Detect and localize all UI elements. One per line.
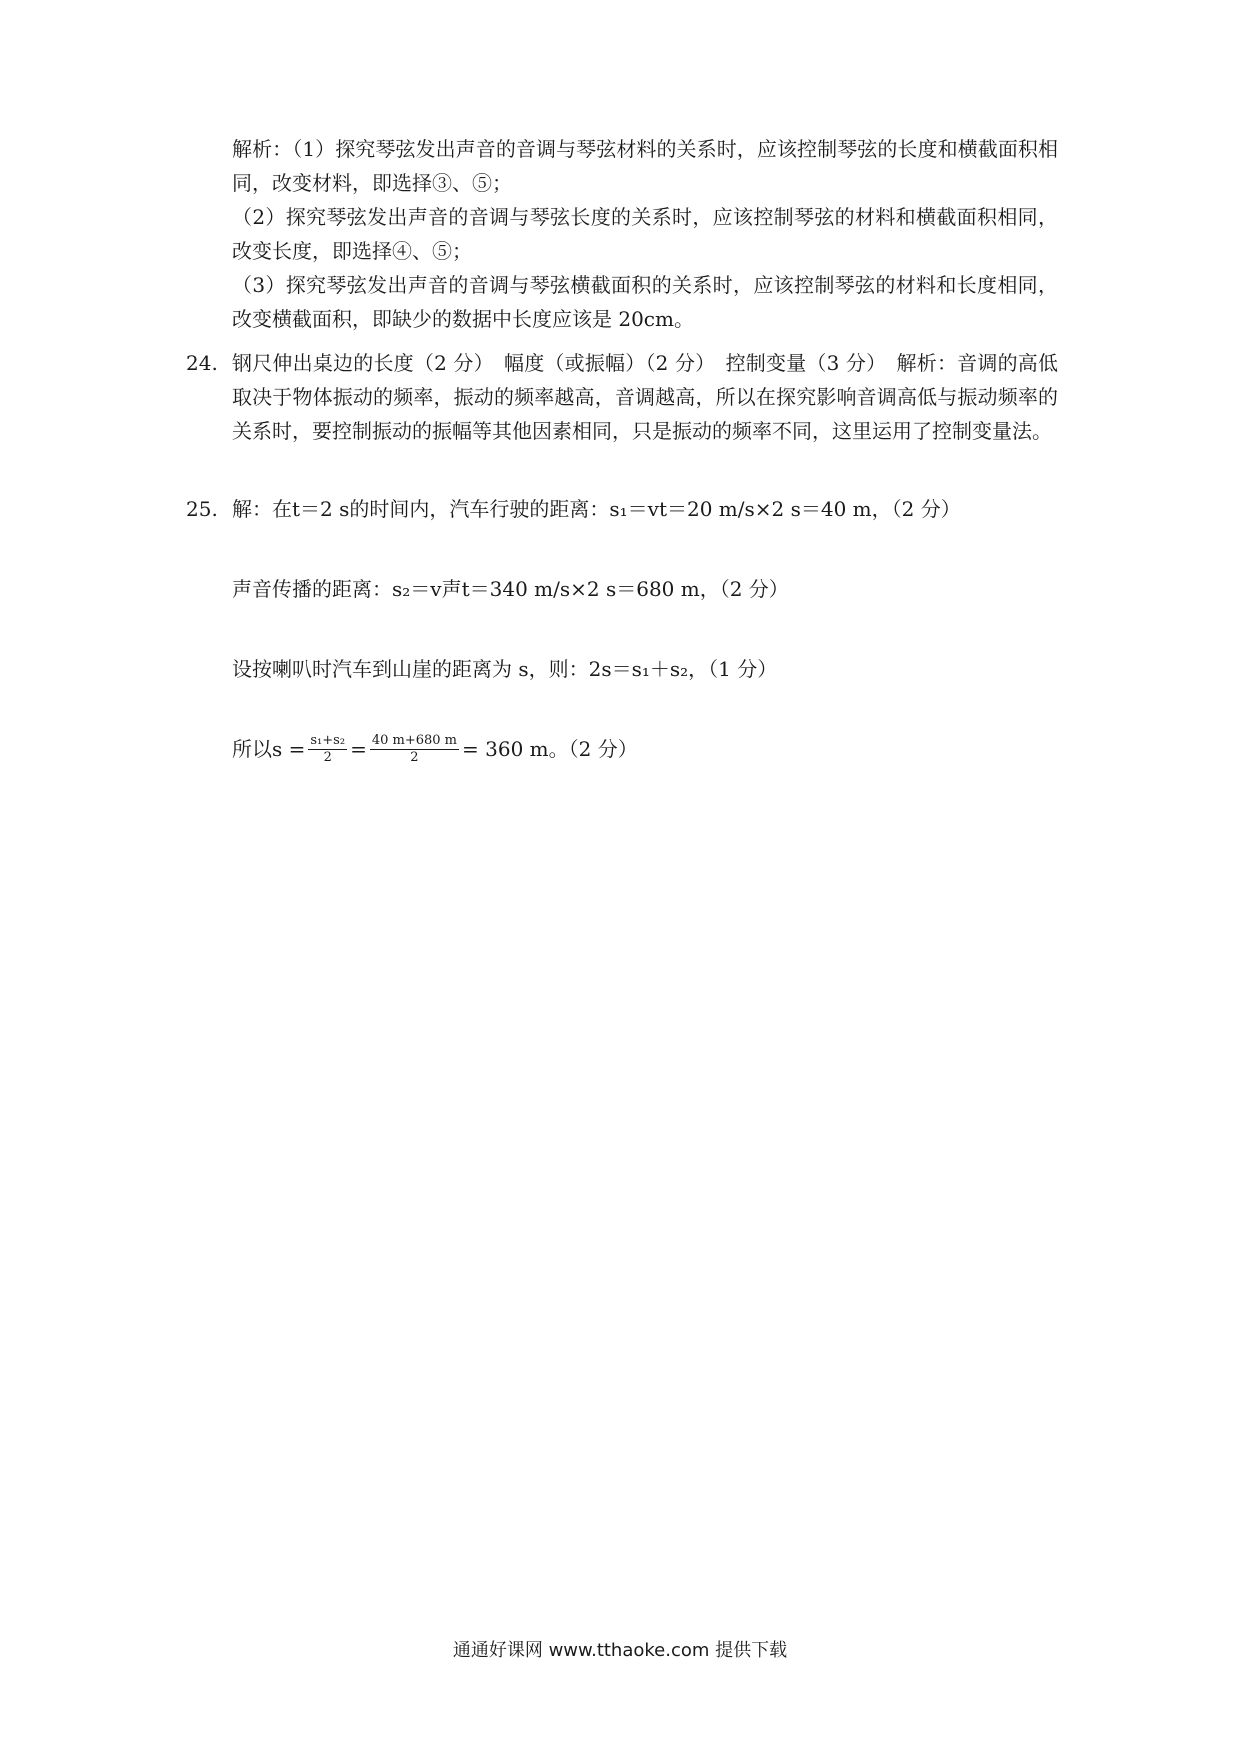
footer-source: 通通好课网 www.tthaoke.com 提供下载 xyxy=(452,1640,788,1661)
q23-analysis-part2: （2）探究琴弦发出声音的音调与琴弦长度的关系时，应该控制琴弦的材料和横截面积相同，改变长度，即选择④、⑤； xyxy=(232,205,1058,263)
fraction-denominator: 2 xyxy=(323,749,332,765)
q25-line1: 解：在t＝2 s的时间内，汽车行驶的距离：s₁＝vt＝20 m/s×2 s＝40 m，（2 分） xyxy=(232,497,961,521)
fraction-s1-plus-s2 xyxy=(308,733,347,766)
q25-line2: 声音传播的距离：s₂＝v声t＝340 m/s×2 s＝680 m，（2 分） xyxy=(232,577,789,601)
fraction-distances xyxy=(370,733,459,766)
q24-text: 钢尺伸出桌边的长度（2 分） 幅度（或振幅）（2 分） 控制变量（3 分） 解析：音调的高低取决于物体振动的频率，振动的频率越高，音调越高，所以在探究影响音调高低与振动频率的关系时，要控制振动的振幅等其他因素相同，只是振动的频率不同，这里运用了控制变量法。 xyxy=(232,351,1058,443)
fraction-numerator: s₁+s₂ xyxy=(310,732,346,748)
q25-answer xyxy=(186,492,1058,526)
q23-analysis-part1: 解析：（1）探究琴弦发出声音的音调与琴弦材料的关系时，应该控制琴弦的长度和横截面积相同，改变材料，即选择③、⑤； xyxy=(232,137,1058,195)
q25-line4-prefix: 所以s = xyxy=(232,737,306,761)
equals-sign: = xyxy=(350,737,367,761)
q24-answer xyxy=(186,346,1058,448)
q25-line4-result: = 360 m。（2 分） xyxy=(462,737,638,761)
q23-analysis-part3: （3）探究琴弦发出声音的音调与琴弦横截面积的关系时，应该控制琴弦的材料和长度相同，改变横截面积，即缺少的数据中长度应该是 20cm。 xyxy=(232,273,1058,331)
q25-line4 xyxy=(232,732,638,766)
q25-number: 25. xyxy=(186,497,218,521)
q25-line3: 设按喇叭时汽车到山崖的距离为 s，则：2s＝s₁＋s₂，（1 分） xyxy=(232,657,778,681)
q24-number: 24. xyxy=(186,351,218,375)
fraction-numerator: 40 m+680 m xyxy=(371,732,457,748)
fraction-denominator: 2 xyxy=(410,749,419,765)
